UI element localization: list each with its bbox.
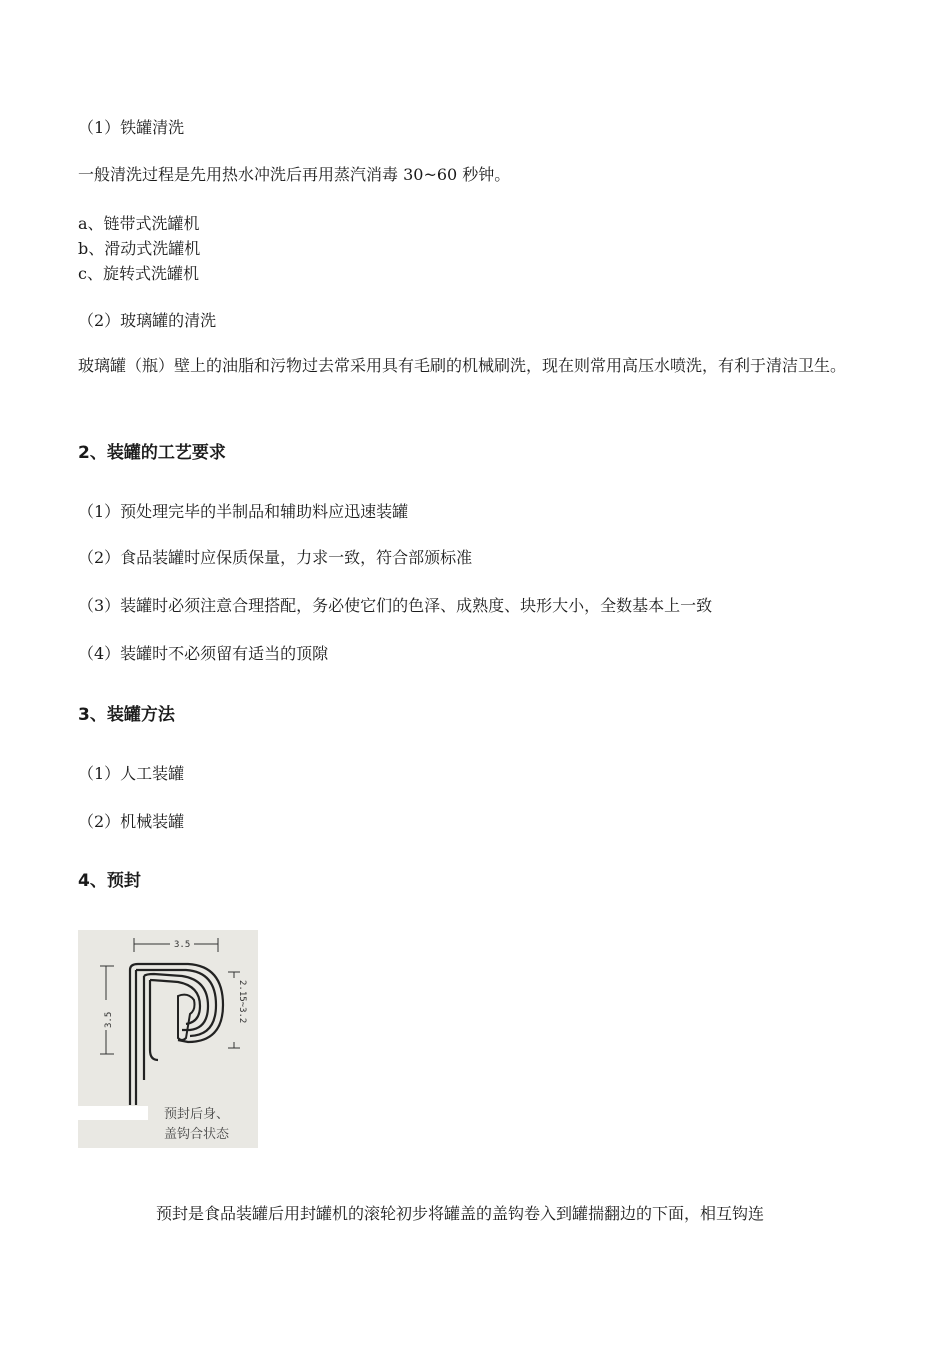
- list-item: （4）装罐时不必须留有适当的顶隙: [78, 644, 329, 663]
- section-heading-pre-seal: 4、预封: [78, 871, 141, 891]
- dim-right-label: 2.15~3.2: [237, 980, 247, 1024]
- section-heading-canning-methods: 3、装罐方法: [78, 705, 175, 725]
- figure-caption-line1: 预封后身、: [164, 1107, 230, 1122]
- dim-top-label: 3.5: [174, 940, 191, 950]
- subsection-title-iron-can: （1）铁罐清洗: [78, 118, 185, 137]
- list-item: （1）预处理完毕的半制品和辅助料应迅速装罐: [78, 502, 409, 521]
- paragraph-glass-can-cleaning: 玻璃罐（瓶）壁上的油脂和污物过去常采用具有毛刷的机械刷洗，现在则常用高压水喷洗，有利于清洁卫生。: [78, 356, 847, 375]
- list-item: c、旋转式洗罐机: [78, 264, 199, 283]
- list-item: （2）食品装罐时应保质保量，力求一致，符合部颁标准: [78, 548, 473, 567]
- paragraph-iron-can-cleaning: 一般清洗过程是先用热水冲洗后再用蒸汽消毒 30~60 秒钟。: [78, 165, 511, 184]
- list-item: （2）机械装罐: [78, 812, 185, 831]
- section-heading-canning-requirements: 2、装罐的工艺要求: [78, 443, 226, 463]
- paragraph-pre-seal: 预封是食品装罐后用封罐机的滚轮初步将罐盖的盖钩卷入到罐揣翻边的下面，相互钩连: [156, 1204, 765, 1223]
- list-item: a、链带式洗罐机: [78, 214, 200, 233]
- list-item: （3）装罐时必须注意合理搭配，务必使它们的色泽、成熟度、块形大小，全数基本上一致: [78, 596, 713, 615]
- image-mask: [78, 1106, 148, 1120]
- list-item: （1）人工装罐: [78, 764, 185, 783]
- pre-seal-diagram: [78, 930, 258, 1148]
- subsection-title-glass-can: （2）玻璃罐的清洗: [78, 311, 217, 330]
- list-item: b、滑动式洗罐机: [78, 239, 201, 258]
- dim-left-label: 3.5: [104, 1011, 114, 1028]
- figure-caption-line2: 盖钩合状态: [164, 1127, 230, 1142]
